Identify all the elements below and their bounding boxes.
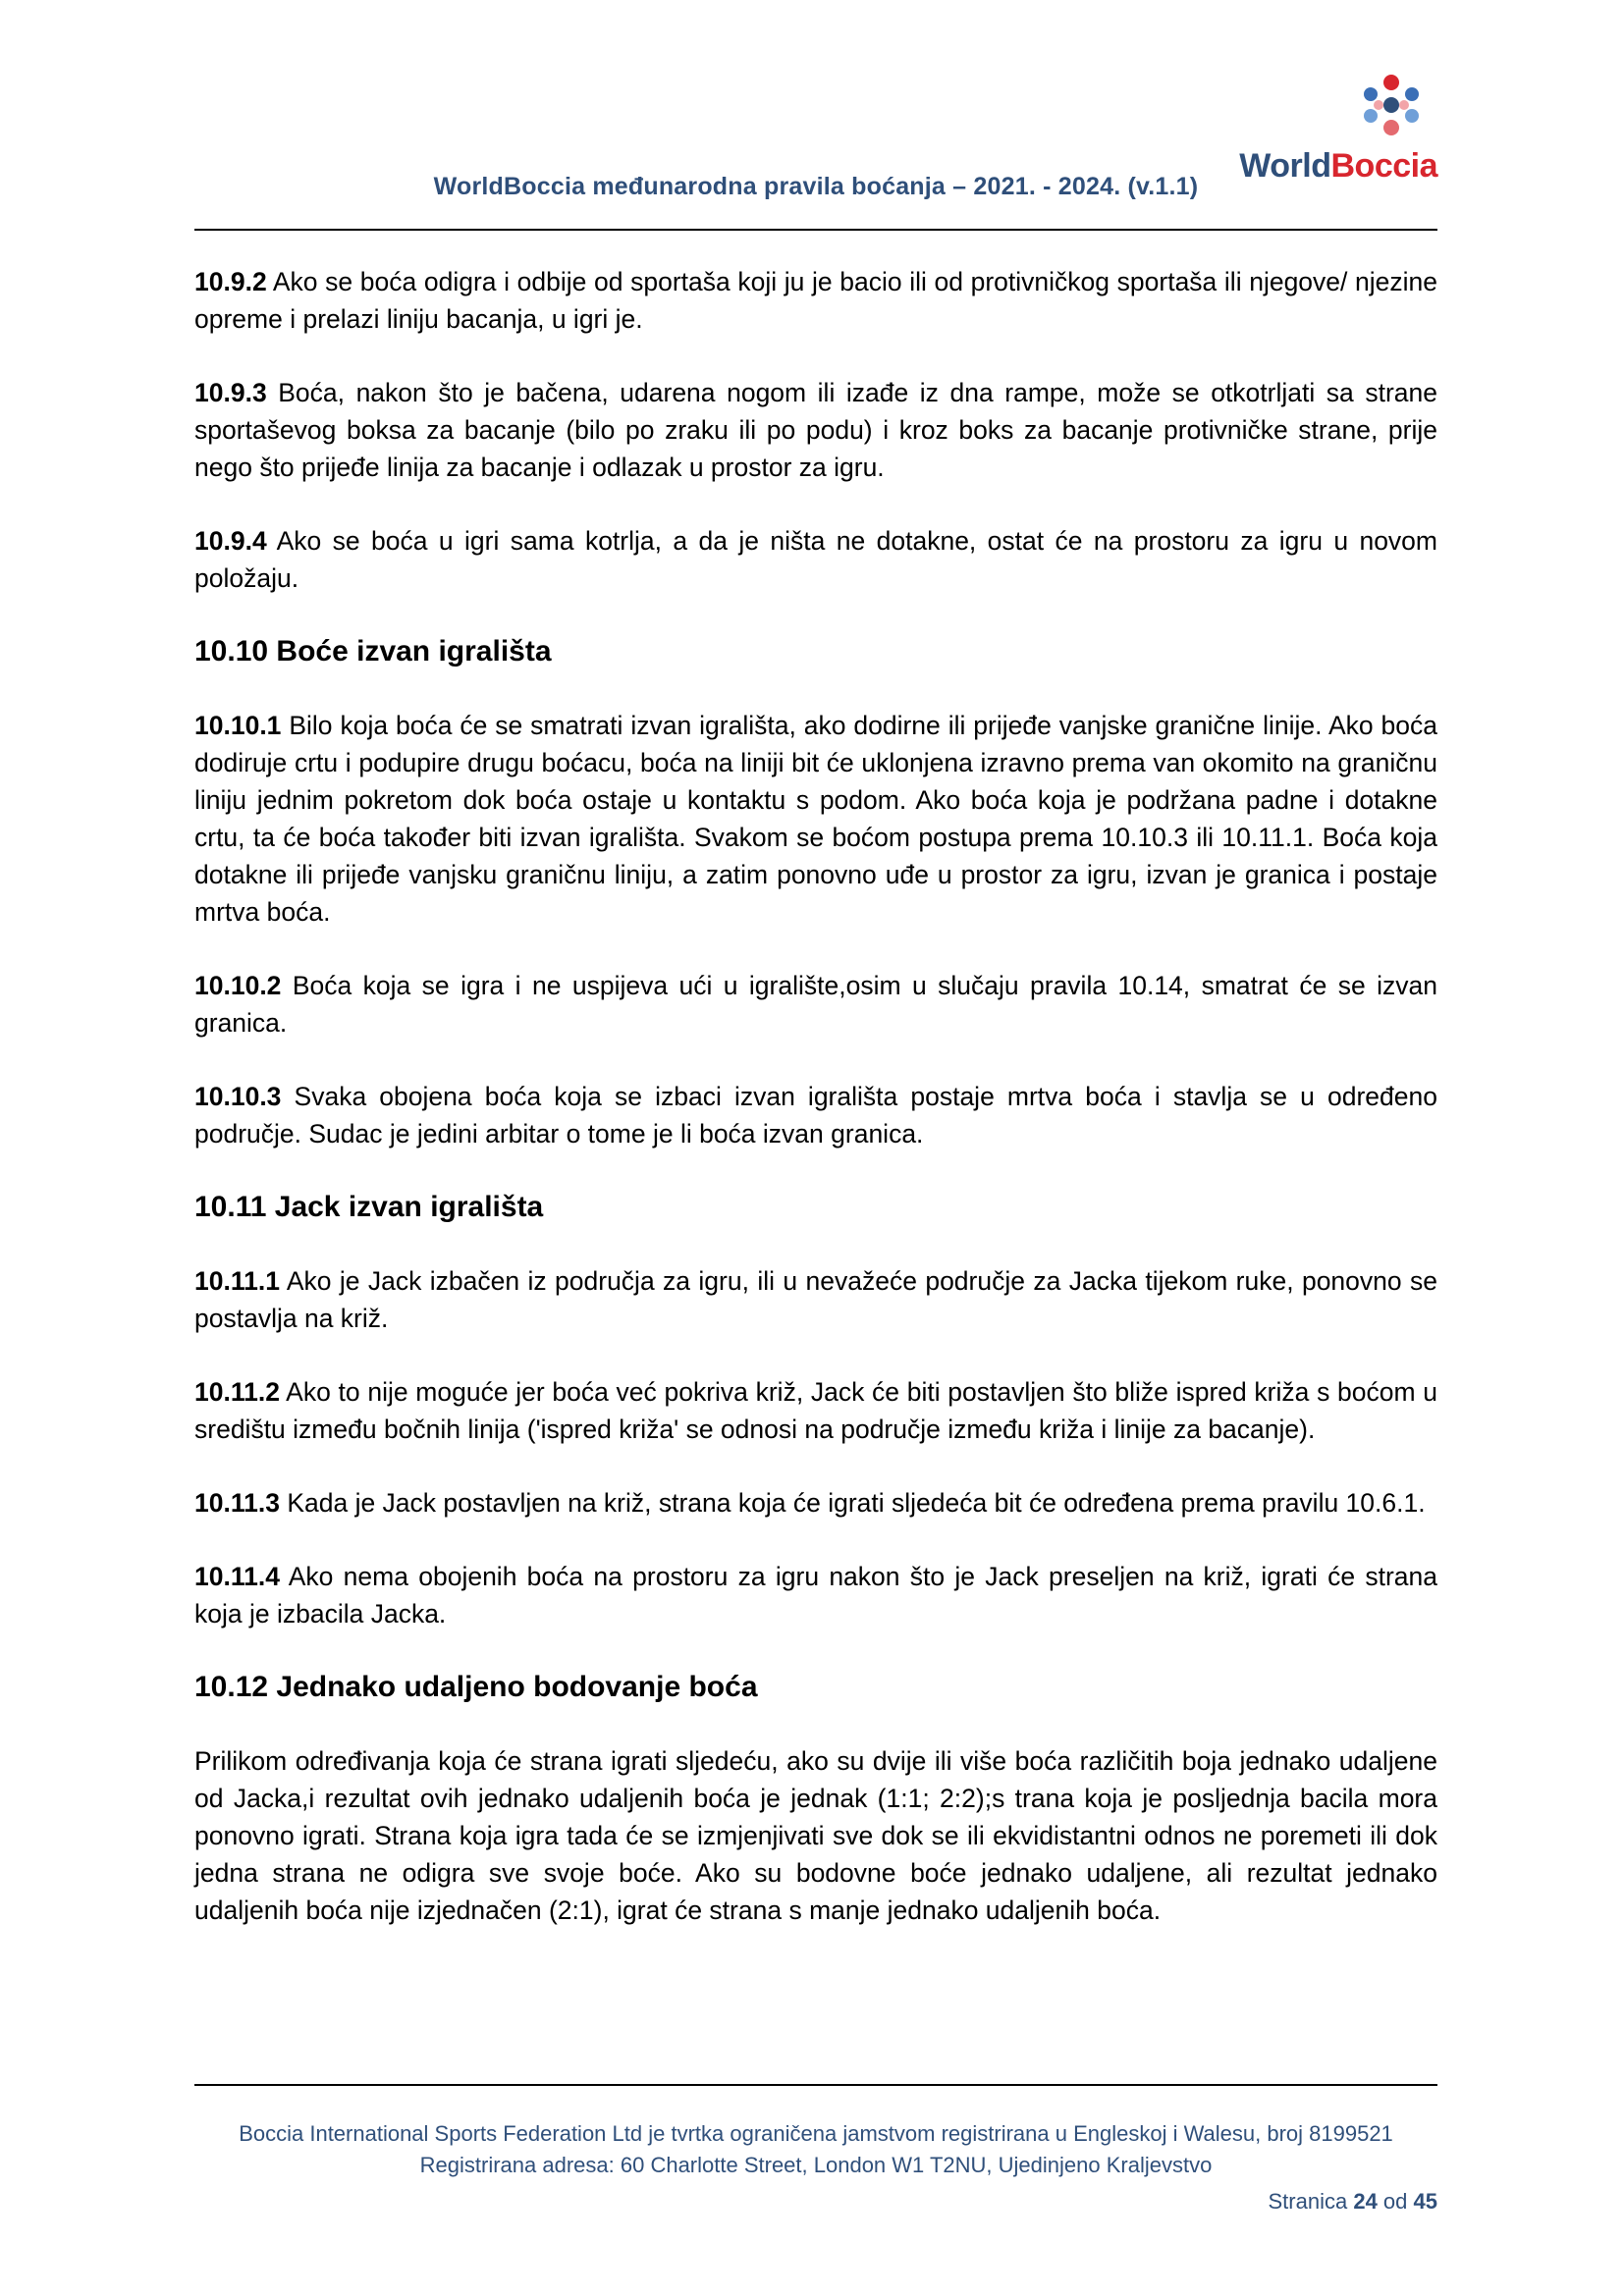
footer-address-line: Registrirana adresa: 60 Charlotte Street, London W1 T2NU, Ujedinjeno Kraljevstvo xyxy=(419,2153,1213,2177)
page-total: 45 xyxy=(1413,2189,1437,2214)
rule-paragraph xyxy=(194,1484,1437,1522)
logo-word-boccia: Boccia xyxy=(1330,147,1437,185)
rule-paragraph xyxy=(194,522,1437,597)
rule-number: 10.9.3 xyxy=(194,378,267,407)
rule-paragraph xyxy=(194,707,1437,931)
rule-paragraph xyxy=(194,1078,1437,1152)
rule-text: Ako to nije moguće jer boća već pokriva križ, Jack će biti postavljen što bliže ispred križa s boćom u središtu između bočnih linija ('ispred križa' se odnosi na područje između križa i linije za bacanje). xyxy=(194,1377,1437,1444)
rule-text: Ako se boća u igri sama kotrlja, a da je ništa ne dotakne, ostat će na prostoru za igru u novom položaju. xyxy=(194,526,1437,593)
page-content xyxy=(194,263,1437,1965)
rule-text: Ako nema obojenih boća na prostoru za igru nakon što je Jack preseljen na križ, igrati će strana koja je izbacila Jacka. xyxy=(194,1562,1437,1629)
rule-paragraph xyxy=(194,967,1437,1041)
rule-number: 10.10.3 xyxy=(194,1082,282,1111)
rule-number: 10.11.3 xyxy=(194,1488,280,1518)
section-heading: 10.10 Boće izvan igrališta xyxy=(194,635,552,667)
rule-paragraph xyxy=(194,1558,1437,1632)
page-header xyxy=(194,59,1437,236)
rule-text: Ako je Jack izbačen iz područja za igru, ili u nevažeće područje za Jacka tijekom ruke, ponovno se postavlja na križ. xyxy=(194,1266,1437,1333)
page-number xyxy=(1269,2189,1438,2215)
worldboccia-logo xyxy=(1241,71,1437,188)
logo-word-world: World xyxy=(1239,147,1331,185)
rule-paragraph xyxy=(194,1742,1437,1929)
page-current: 24 xyxy=(1353,2189,1378,2214)
footer-divider xyxy=(194,2084,1437,2086)
page-sep: od xyxy=(1377,2189,1414,2214)
section-heading: 10.11 Jack izvan igrališta xyxy=(194,1191,544,1223)
rule-text: Ako se boća odigra i odbije od sportaša koji ju je bacio ili od protivničkog sportaša ili njegove/ njezine opreme i prelazi liniju bacanja, u igri je. xyxy=(194,267,1437,334)
rule-number: 10.11.1 xyxy=(194,1266,280,1296)
rule-text: Kada je Jack postavljen na križ, strana koja će igrati sljedeća bit će određena prema pravilu 10.6.1. xyxy=(279,1488,1426,1518)
rule-text: Prilikom određivanja koja će strana igrati sljedeću, ako su dvije ili više boća različitih boja jednako udaljene od Jacka,i rezultat ovih jednako udaljenih boća je jednak (1:1; 2:2);s trana koja je posljednja bacila mora ponovno igrati. Strana koja igra tada će se izmjenjivati sve dok se ili ekvidistantni odnos ne poremeti ili dok jedna strana ne odigra sve svoje boće. Ako su bodovne boće jednako udaljene, ali rezultat jednako udaljenih boća nije izjednačen (2:1), igrat će strana s manje jednako udaljenih boća. xyxy=(194,1746,1437,1925)
rule-number: 10.11.2 xyxy=(194,1377,280,1407)
document-title: WorldBoccia međunarodna pravila boćanja – 2021. - 2024. (v.1.1) xyxy=(433,173,1199,200)
page-prefix: Stranica xyxy=(1268,2189,1354,2214)
rule-number: 10.9.4 xyxy=(194,526,267,556)
rule-number: 10.9.2 xyxy=(194,267,267,296)
rule-paragraph xyxy=(194,374,1437,486)
rule-text: Svaka obojena boća koja se izbaci izvan igrališta postaje mrtva boća i stavlja se u određeno područje. Sudac je jedini arbitar o tome je li boća izvan granica. xyxy=(194,1082,1437,1148)
rule-number: 10.10.2 xyxy=(194,971,282,1000)
rule-paragraph xyxy=(194,1262,1437,1337)
footer-company-line: Boccia International Sports Federation Ltd je tvrtka ograničena jamstvom registrirana u Engleskoj i Walesu, broj 8199521 xyxy=(239,2121,1393,2146)
page-footer xyxy=(194,2118,1437,2181)
rule-number: 10.10.1 xyxy=(194,711,282,740)
boccia-flower-icon xyxy=(1357,71,1426,139)
rule-text: Boća, nakon što je bačena, udarena nogom ili izađe iz dna rampe, može se otkotrljati sa strane sportaševog boksa za bacanje (bilo po zraku ili po podu) i kroz boks za bacanje protivničke strane, prije nego što prijeđe linija za bacanje i odlazak u prostor za igru. xyxy=(194,378,1437,482)
header-divider xyxy=(194,229,1437,231)
rule-text: Boća koja se igra i ne uspijeva ući u igralište,osim u slučaju pravila 10.14, smatrat će se izvan granica. xyxy=(194,971,1437,1038)
rule-number: 10.11.4 xyxy=(194,1562,280,1591)
rule-paragraph xyxy=(194,1373,1437,1448)
rule-paragraph xyxy=(194,263,1437,338)
rule-text: Bilo koja boća će se smatrati izvan igrališta, ako dodirne ili prijeđe vanjske granične linije. Ako boća dodiruje crtu i podupire drugu boćacu, boća na liniji bit će uklonjena izravno prema van okomito na graničnu liniju jednim pokretom dok boća ostaje u kontaktu s podom. Ako boća koja je podržana padne i dotakne crtu, ta će boća također biti izvan igrališta. Svakom se boćom postupa prema 10.10.3 ili 10.11.1. Boća koja dotakne ili prijeđe vanjsku graničnu liniju, a zatim ponovno uđe u prostor za igru, izvan je granica i postaje mrtva boća. xyxy=(194,711,1437,927)
section-heading: 10.12 Jednako udaljeno bodovanje boća xyxy=(194,1671,758,1703)
